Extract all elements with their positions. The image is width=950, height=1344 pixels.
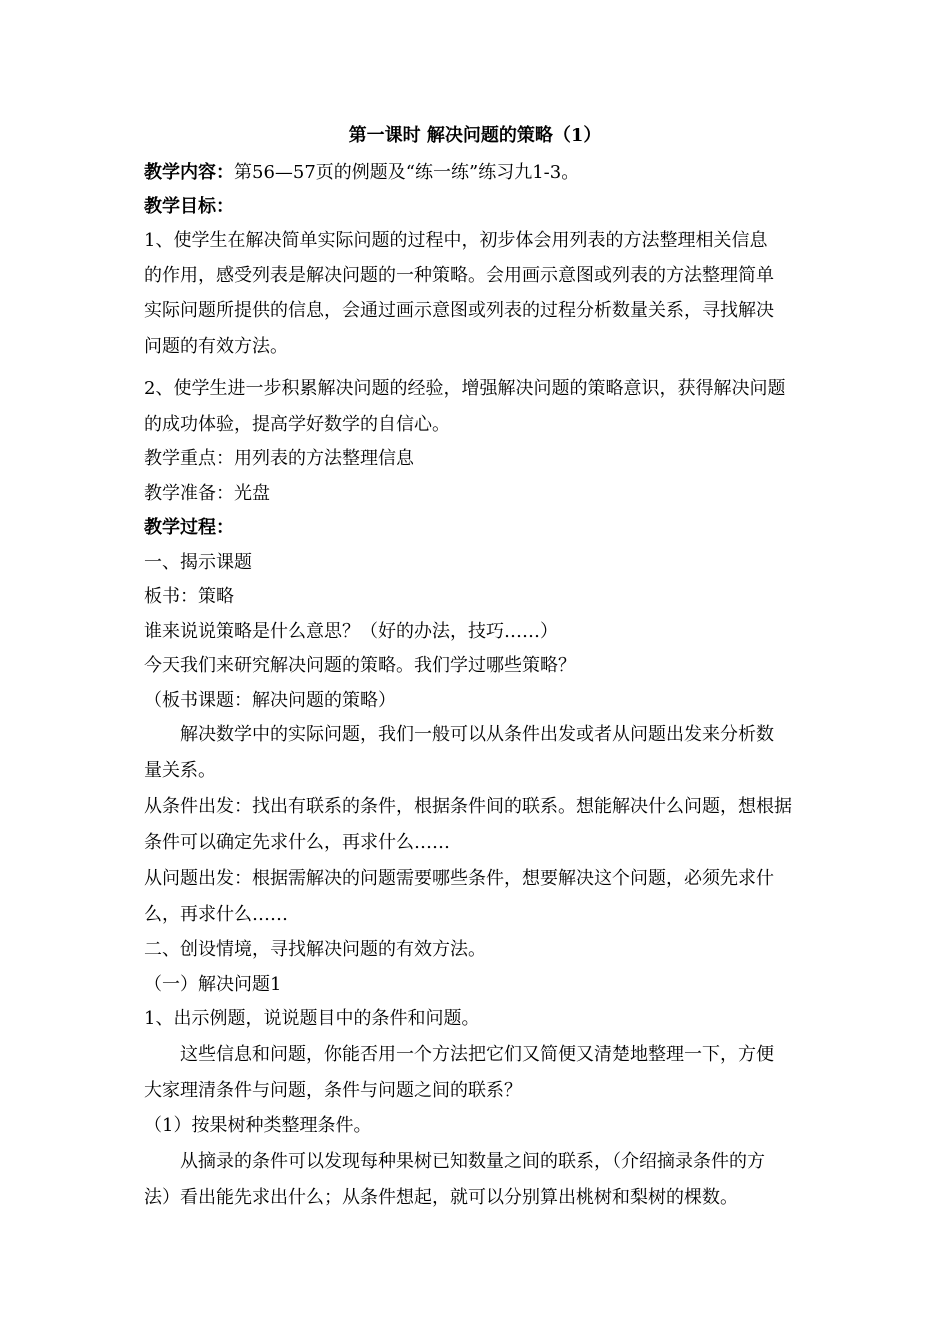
goals-heading: 教学目标： xyxy=(144,196,234,217)
goal1-line1: 1、使学生在解决简单实际问题的过程中，初步体会用列表的方法整理相关信息 xyxy=(144,230,768,251)
section1-heading: 一、揭示课题 xyxy=(144,552,252,573)
board-topic: （板书课题：解决问题的策略） xyxy=(144,690,396,711)
question-line1: 谁来说说策略是什么意思？（好的办法，技巧……） xyxy=(144,621,558,642)
subsection1-heading: （一）解决问题1 xyxy=(144,974,282,995)
process-heading: 教学过程： xyxy=(144,517,234,538)
teaching-content-text: 第56—57页的例题及“练一练”练习九1-3。 xyxy=(234,162,580,183)
para2-line1: 从条件出发：找出有联系的条件，根据条件间的联系。想能解决什么问题，想根据 xyxy=(144,796,792,817)
preparation: 教学准备：光盘 xyxy=(144,483,270,504)
step1-sub1: （1）按果树种类整理条件。 xyxy=(144,1115,372,1136)
teaching-content-label: 教学内容： xyxy=(144,162,234,183)
question-line2: 今天我们来研究解决问题的策略。我们学过哪些策略？ xyxy=(144,655,576,676)
para5-line2: 法）看出能先求出什么；从条件想起，就可以分别算出桃树和梨树的棵数。 xyxy=(144,1187,738,1208)
goal1-line3: 实际问题所提供的信息，会通过画示意图或列表的过程分析数量关系，寻找解决 xyxy=(144,300,774,321)
teaching-content-line xyxy=(144,160,814,186)
goal1-line4: 问题的有效方法。 xyxy=(144,336,288,357)
para1-line1: 解决数学中的实际问题，我们一般可以从条件出发或者从问题出发来分析数 xyxy=(180,724,774,745)
para3-line1: 从问题出发：根据需解决的问题需要哪些条件，想要解决这个问题，必须先求什 xyxy=(144,868,774,889)
goal2-line2: 的成功体验，提高学好数学的自信心。 xyxy=(144,414,450,435)
para2-line2: 条件可以确定先求什么，再求什么…… xyxy=(144,832,450,853)
board-note: 板书：策略 xyxy=(144,586,234,607)
goal2-line1: 2、使学生进一步积累解决问题的经验，增强解决问题的策略意识，获得解决问题 xyxy=(144,378,786,399)
para5-line1: 从摘录的条件可以发现每种果树已知数量之间的联系，（介绍摘录条件的方 xyxy=(180,1151,765,1172)
para4-line1: 这些信息和问题，你能否用一个方法把它们又简便又清楚地整理一下，方便 xyxy=(180,1044,774,1065)
para1-line2: 量关系。 xyxy=(144,760,216,781)
page-title: 第一课时 解决问题的策略（1） xyxy=(348,125,602,146)
para4-line2: 大家理清条件与问题，条件与问题之间的联系？ xyxy=(144,1080,522,1101)
section2-heading: 二、创设情境，寻找解决问题的有效方法。 xyxy=(144,939,486,960)
para3-line2: 么，再求什么…… xyxy=(144,904,288,925)
step1: 1、出示例题，说说题目中的条件和问题。 xyxy=(144,1008,480,1029)
key-point: 教学重点：用列表的方法整理信息 xyxy=(144,448,414,469)
goal1-line2: 的作用，感受列表是解决问题的一种策略。会用画示意图或列表的方法整理简单 xyxy=(144,265,774,286)
